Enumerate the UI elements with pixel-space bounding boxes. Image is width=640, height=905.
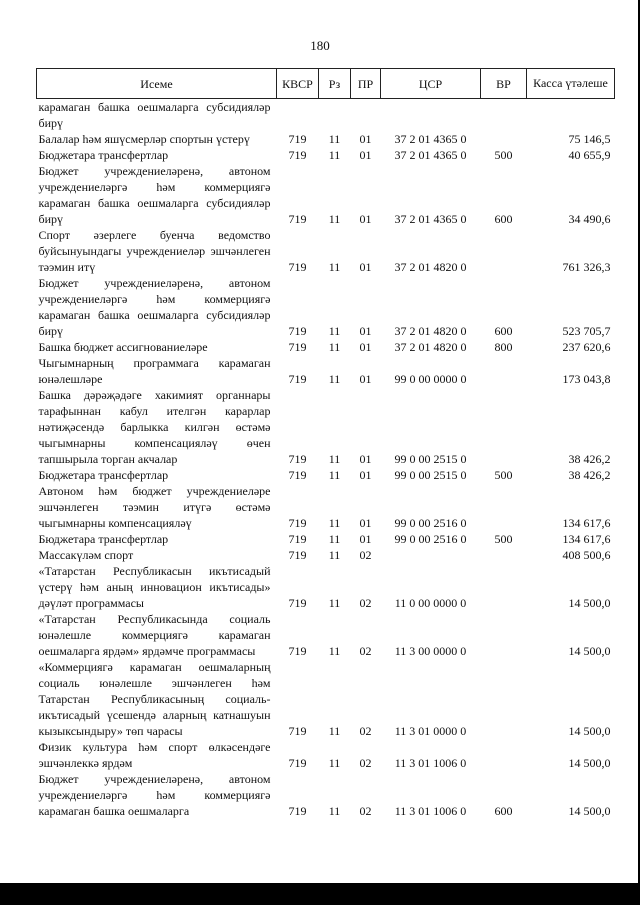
row-vr <box>481 483 527 531</box>
table-row <box>37 355 615 387</box>
row-vr <box>481 355 527 387</box>
row-csr: 37 2 01 4820 0 <box>394 260 467 274</box>
row-kvsr <box>277 99 319 132</box>
row-kassa: 14 500,0 <box>568 596 611 610</box>
table-row <box>37 531 615 547</box>
row-kassa: 134 617,6 <box>562 516 611 530</box>
row-name: «Коммерциягә карамаган оешмаларның социаль юнәлешле эшчәнлеген һәм Татарстан Республикасының социаль-икътисадый үсешендә аларның катнашуын кызыксындыру» төп чарасы <box>38 660 271 738</box>
row-rz: 11 <box>328 532 341 546</box>
row-vr: 600 <box>494 804 513 818</box>
row-rz: 11 <box>328 468 341 482</box>
row-pr: 01 <box>359 532 372 546</box>
row-kvsr: 719 <box>288 516 307 530</box>
row-kassa: 75 146,5 <box>568 132 611 146</box>
row-kassa: 38 426,2 <box>568 468 611 482</box>
row-kassa: 14 500,0 <box>568 724 611 738</box>
row-rz: 11 <box>328 756 341 770</box>
table-row <box>37 131 615 147</box>
header-rz: Рз <box>319 69 351 99</box>
row-csr: 37 2 01 4820 0 <box>394 340 467 354</box>
table-row <box>37 275 615 339</box>
row-csr: 37 2 01 4365 0 <box>394 212 467 226</box>
table-row <box>37 483 615 531</box>
row-vr <box>481 387 527 467</box>
row-rz: 11 <box>328 452 341 466</box>
row-kassa: 134 617,6 <box>562 532 611 546</box>
header-vr: ВР <box>481 69 527 99</box>
row-kvsr: 719 <box>288 468 307 482</box>
header-csr: ЦСР <box>381 69 481 99</box>
page-number: 180 <box>310 38 330 53</box>
row-name: Чыгымнарның программага карамаган юнәлешләре <box>38 356 271 386</box>
row-kvsr: 719 <box>288 644 307 658</box>
row-kvsr: 719 <box>288 260 307 274</box>
row-csr: 99 0 00 2516 0 <box>394 516 467 530</box>
row-rz: 11 <box>328 644 341 658</box>
row-rz <box>319 99 351 132</box>
table-row <box>37 739 615 771</box>
row-csr: 37 2 01 4365 0 <box>394 148 467 162</box>
table-row <box>37 147 615 163</box>
row-pr: 01 <box>359 340 372 354</box>
row-vr: 500 <box>494 532 513 546</box>
row-pr: 02 <box>359 724 372 738</box>
row-kassa <box>527 99 615 132</box>
row-csr: 37 2 01 4365 0 <box>394 132 467 146</box>
row-csr: 99 0 00 2515 0 <box>394 452 467 466</box>
table-row <box>37 547 615 563</box>
row-vr: 500 <box>494 148 513 162</box>
table-header <box>37 69 615 99</box>
row-rz: 11 <box>328 260 341 274</box>
row-csr: 99 0 00 2516 0 <box>394 532 467 546</box>
row-name: Башка дәрәҗәдәге хакимият органнары тарафыннан кабул ителгән карарлар нәтиҗәсендә барлыкка килгән өстәмә чыгымнарны компенсацияләү өчен тапшырыла торган акчалар <box>38 388 271 466</box>
row-kvsr: 719 <box>288 132 307 146</box>
row-csr: 99 0 00 0000 0 <box>394 372 467 386</box>
row-rz: 11 <box>328 324 341 338</box>
row-kvsr: 719 <box>288 340 307 354</box>
header-pr: ПР <box>351 69 381 99</box>
table-row <box>37 339 615 355</box>
row-kassa: 761 326,3 <box>562 260 611 274</box>
row-rz: 11 <box>328 548 341 562</box>
scan-bottom-border <box>0 883 640 905</box>
row-csr: 11 3 01 1006 0 <box>394 804 467 818</box>
row-name: Башка бюджет ассигнованиеләре <box>38 340 208 354</box>
row-name: Бюджетара трансфертлар <box>38 148 169 162</box>
row-pr: 02 <box>359 756 372 770</box>
row-pr: 02 <box>359 596 372 610</box>
row-pr: 01 <box>359 132 372 146</box>
header-name: Исеме <box>37 69 277 99</box>
row-kassa: 34 490,6 <box>568 212 611 226</box>
row-csr: 99 0 00 2515 0 <box>394 468 467 482</box>
table-row <box>37 611 615 659</box>
row-csr: 11 3 00 0000 0 <box>394 644 467 658</box>
row-rz: 11 <box>328 804 341 818</box>
row-vr <box>481 227 527 275</box>
row-kassa: 14 500,0 <box>568 644 611 658</box>
row-rz: 11 <box>328 516 341 530</box>
table-row <box>37 387 615 467</box>
row-pr: 01 <box>359 148 372 162</box>
row-rz: 11 <box>328 372 341 386</box>
table-row <box>37 659 615 739</box>
row-name: Бюджетара трансфертлар <box>38 532 169 546</box>
header-kvsr: КВСР <box>277 69 319 99</box>
row-name: «Татарстан Республикасын икътисадый үстерү һәм аның инновацион икътисады» дәүләт программасы <box>38 564 271 610</box>
row-pr: 01 <box>359 452 372 466</box>
row-csr <box>381 547 481 563</box>
table-row <box>37 227 615 275</box>
row-name: Балалар һәм яшүсмерләр спортын үстерү <box>38 132 250 146</box>
row-pr: 01 <box>359 260 372 274</box>
row-kvsr: 719 <box>288 596 307 610</box>
budget-table <box>36 68 615 819</box>
row-csr: 11 0 00 0000 0 <box>394 596 467 610</box>
row-kvsr: 719 <box>288 324 307 338</box>
row-pr: 02 <box>359 548 372 562</box>
row-vr <box>481 659 527 739</box>
row-kassa: 523 705,7 <box>562 324 611 338</box>
row-pr: 01 <box>359 372 372 386</box>
row-kvsr: 719 <box>288 212 307 226</box>
row-vr <box>481 563 527 611</box>
row-rz: 11 <box>328 212 341 226</box>
row-pr <box>351 99 381 132</box>
row-name: Физик культура һәм спорт өлкәсендәге эшчәнлеккә ярдәм <box>38 740 271 770</box>
row-kassa: 14 500,0 <box>568 804 611 818</box>
row-csr: 11 3 01 0000 0 <box>394 724 467 738</box>
table-row <box>37 467 615 483</box>
row-kassa: 173 043,8 <box>562 372 611 386</box>
row-pr: 02 <box>359 644 372 658</box>
table-row <box>37 163 615 227</box>
row-pr: 01 <box>359 516 372 530</box>
row-csr <box>381 99 481 132</box>
row-kvsr: 719 <box>288 372 307 386</box>
row-pr: 01 <box>359 468 372 482</box>
row-kassa: 38 426,2 <box>568 452 611 466</box>
row-rz: 11 <box>328 132 341 146</box>
table-row <box>37 99 615 132</box>
row-pr: 01 <box>359 324 372 338</box>
row-kvsr: 719 <box>288 532 307 546</box>
row-vr: 600 <box>494 324 513 338</box>
row-vr <box>481 739 527 771</box>
row-name: Бюджет учреждениеләренә, автоном учреждениеләргә һәм коммерциягә карамаган башка оешмаларга субсидияләр бирү <box>38 164 271 226</box>
row-name: Автоном һәм бюджет учреждениеләре эшчәнлеген тәэмин итүгә өстәмә чыгымнарны компенсацияләү <box>38 484 271 530</box>
row-vr <box>481 611 527 659</box>
row-kassa: 40 655,9 <box>568 148 611 162</box>
row-vr <box>481 99 527 132</box>
row-rz: 11 <box>328 596 341 610</box>
row-kvsr: 719 <box>288 804 307 818</box>
row-vr <box>481 131 527 147</box>
table-body <box>37 99 615 820</box>
row-kvsr: 719 <box>288 756 307 770</box>
row-kvsr: 719 <box>288 452 307 466</box>
row-kvsr: 719 <box>288 724 307 738</box>
row-rz: 11 <box>328 148 341 162</box>
row-vr <box>481 547 527 563</box>
table-row <box>37 563 615 611</box>
row-kassa: 14 500,0 <box>568 756 611 770</box>
row-vr: 600 <box>494 212 513 226</box>
row-name: Бюджет учреждениеләренә, автоном учреждениеләргә һәм коммерциягә карамаган башка оешмаларга <box>38 772 271 818</box>
row-name: Бюджетара трансфертлар <box>38 468 169 482</box>
header-kassa: Касса үтәлеше <box>527 69 615 99</box>
row-rz: 11 <box>328 340 341 354</box>
row-name: Бюджет учреждениеләренә, автоном учреждениеләргә һәм коммерциягә карамаган башка оешмаларга субсидияләр бирү <box>38 276 271 338</box>
row-pr: 02 <box>359 804 372 818</box>
row-kvsr: 719 <box>288 148 307 162</box>
row-csr: 37 2 01 4820 0 <box>394 324 467 338</box>
table-row <box>37 771 615 819</box>
row-vr: 500 <box>494 468 513 482</box>
row-pr: 01 <box>359 212 372 226</box>
row-csr: 11 3 01 1006 0 <box>394 756 467 770</box>
row-name: «Татарстан Республикасында социаль юнәлешле коммерциягә карамаган оешмаларга ярдәм» ярдәмче программасы <box>38 612 271 658</box>
row-kassa: 237 620,6 <box>562 340 611 354</box>
row-kvsr: 719 <box>288 548 307 562</box>
row-name: Массакүләм спорт <box>38 548 134 562</box>
row-name: карамаган башка оешмаларга субсидияләр бирү <box>38 100 271 130</box>
row-rz: 11 <box>328 724 341 738</box>
row-kassa: 408 500,6 <box>562 548 611 562</box>
row-name: Спорт әзерлеге буенча ведомство буйсынуындагы учреждениеләр эшчәнлеген тәэмин итү <box>38 228 271 274</box>
row-vr: 800 <box>494 340 513 354</box>
